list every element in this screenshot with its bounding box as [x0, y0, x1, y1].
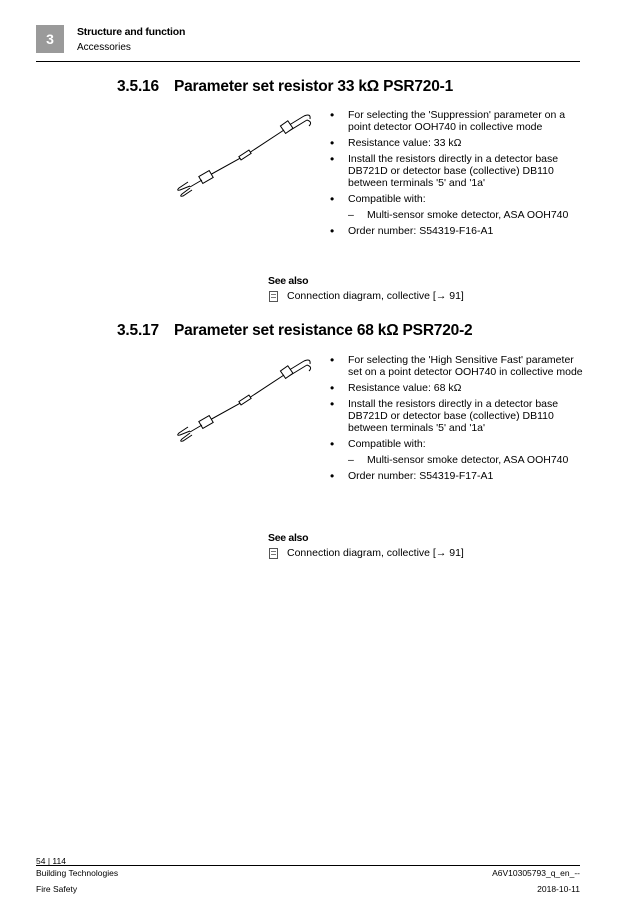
- document-icon: [269, 291, 278, 302]
- list-item: [330, 438, 585, 466]
- link-text[interactable]: Connection diagram, collective [→ 91]: [287, 547, 464, 559]
- compatible-label: Compatible with:: [348, 438, 426, 450]
- list-item: • Install the resistors directly in a detector base DB721D or detector base (collective) DB110 between terminals '5' and '1a': [330, 398, 585, 434]
- footer-document-id: A6V10305793_q_en_--: [492, 868, 580, 878]
- list-item: • Resistance value: 33 kΩ: [330, 137, 585, 149]
- section-title: Parameter set resistor 33 kΩ PSR720-1: [174, 78, 454, 95]
- list-item: • For selecting the 'Suppression' parameter on a point detector OOH740 in collective mode: [330, 109, 585, 133]
- spec-bullet-list: [330, 109, 585, 241]
- footer-date: 2018-10-11: [537, 884, 580, 894]
- footer-division: Fire Safety: [36, 884, 78, 894]
- list-item: • Install the resistors directly in a detector base DB721D or detector base (collective) DB110 between terminals '5' and '1a': [330, 153, 585, 189]
- see-also-heading: See also: [268, 275, 309, 287]
- chapter-subtitle: Accessories: [77, 42, 131, 53]
- section-heading: [117, 322, 472, 340]
- list-item: • For selecting the 'High Sensitive Fast' parameter set on a point detector OOH740 in collective mode: [330, 354, 585, 378]
- footer-company: Building Technologies: [36, 868, 119, 878]
- section-number: 3.5.16: [117, 78, 159, 95]
- header-divider: [36, 61, 580, 62]
- footer-divider: [36, 865, 580, 866]
- document-icon: [269, 548, 278, 559]
- chapter-title: Structure and function: [77, 26, 186, 38]
- chapter-number-badge: 3: [36, 25, 64, 53]
- compatible-label: Compatible with:: [348, 193, 426, 205]
- resistor-cable-image: [176, 355, 316, 445]
- resistor-cable-image: [176, 110, 316, 200]
- list-item: • Order number: S54319-F17-A1: [330, 470, 585, 482]
- list-item: • Resistance value: 68 kΩ: [330, 382, 585, 394]
- compatible-item: – Multi-sensor smoke detector, ASA OOH740: [348, 454, 585, 466]
- section-number: 3.5.17: [117, 322, 159, 339]
- page-number: 54 | 114: [36, 856, 66, 866]
- connection-diagram-link[interactable]: [269, 547, 464, 559]
- section-title: Parameter set resistance 68 kΩ PSR720-2: [174, 322, 473, 339]
- link-text[interactable]: Connection diagram, collective [→ 91]: [287, 290, 464, 302]
- list-item: [330, 193, 585, 221]
- connection-diagram-link[interactable]: [269, 290, 464, 302]
- compatible-item: – Multi-sensor smoke detector, ASA OOH740: [348, 209, 585, 221]
- spec-bullet-list: [330, 354, 585, 486]
- see-also-heading: See also: [268, 532, 309, 544]
- list-item: • Order number: S54319-F16-A1: [330, 225, 585, 237]
- section-heading: [117, 78, 453, 96]
